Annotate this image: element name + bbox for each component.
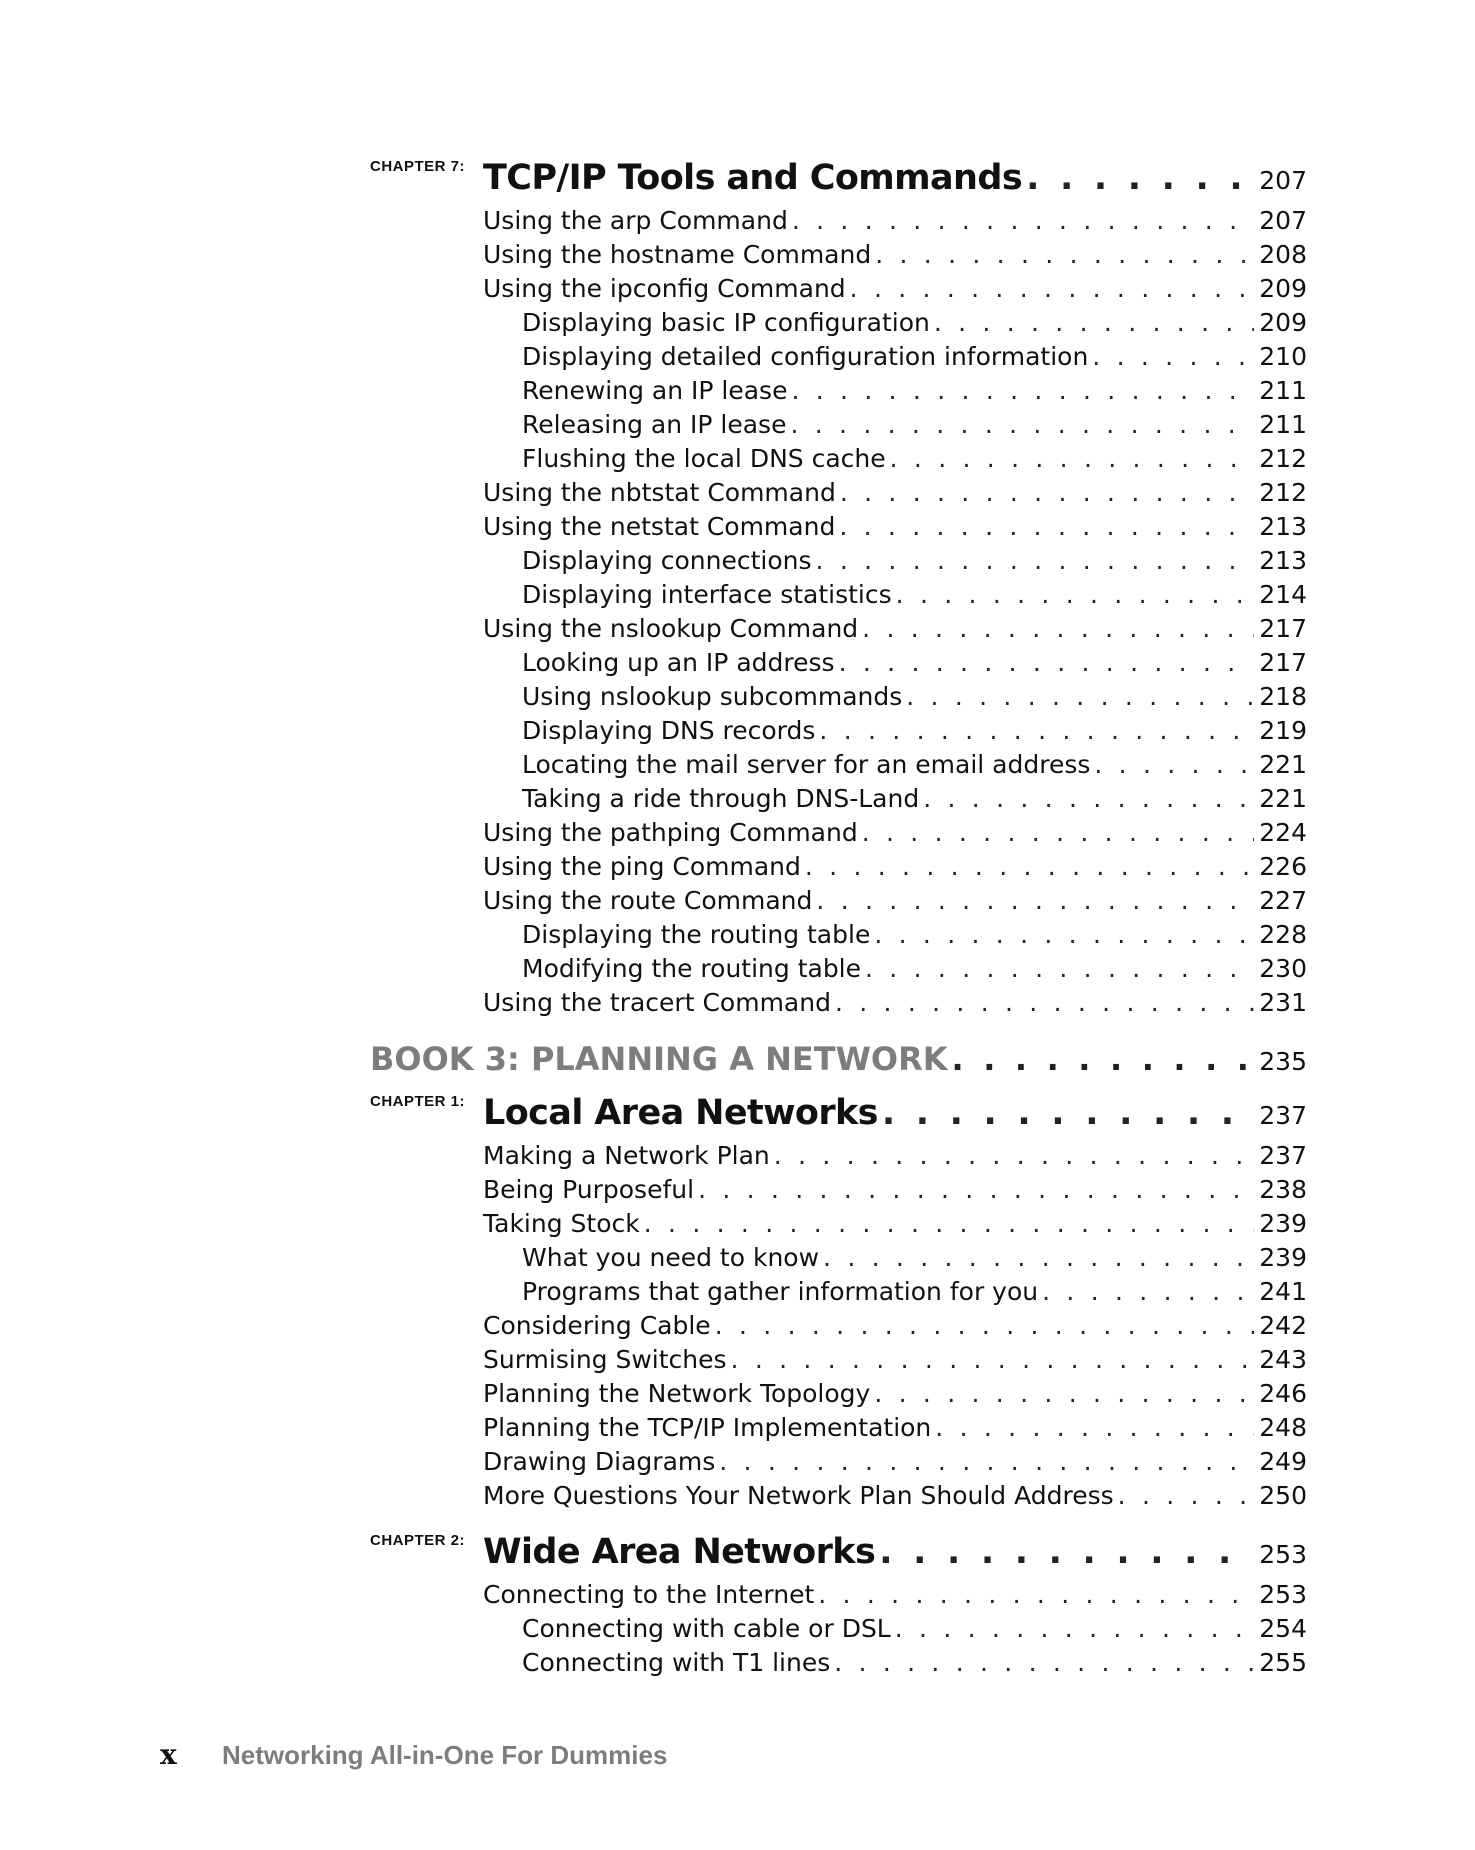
toc-entry[interactable] bbox=[0, 1580, 1475, 1614]
page-number: 246 bbox=[1259, 1379, 1307, 1408]
toc-entry[interactable] bbox=[0, 206, 1475, 240]
page-number: 239 bbox=[1259, 1209, 1307, 1238]
page-number: 219 bbox=[1259, 716, 1307, 745]
toc-subentry[interactable] bbox=[0, 784, 1475, 818]
entry-text: Using the netstat Command bbox=[483, 512, 836, 541]
entry-text: Being Purposeful bbox=[483, 1175, 695, 1204]
dot-leader bbox=[819, 716, 1254, 745]
dot-leader bbox=[882, 1093, 1254, 1133]
toc-entry[interactable] bbox=[0, 1413, 1475, 1447]
toc-entry[interactable] bbox=[0, 1447, 1475, 1481]
toc-subentry[interactable] bbox=[0, 410, 1475, 444]
chapter-title: Wide Area Networks bbox=[483, 1532, 876, 1572]
toc-entry[interactable] bbox=[0, 512, 1475, 546]
chapter-heading[interactable] bbox=[0, 158, 1475, 198]
chapter-heading[interactable] bbox=[0, 1093, 1475, 1133]
page-number: 213 bbox=[1259, 546, 1307, 575]
dot-leader bbox=[840, 478, 1254, 507]
entry-text: Displaying DNS records bbox=[522, 716, 816, 745]
dot-leader bbox=[1118, 1481, 1254, 1510]
dot-leader bbox=[818, 1580, 1254, 1609]
page-number: 221 bbox=[1259, 750, 1307, 779]
dot-leader bbox=[865, 954, 1254, 983]
page-number: 212 bbox=[1259, 444, 1307, 473]
footer-page-number: x bbox=[160, 1738, 177, 1771]
page-number: 226 bbox=[1259, 852, 1307, 881]
dot-leader bbox=[934, 308, 1254, 337]
page-number: 250 bbox=[1259, 1481, 1307, 1510]
dot-leader bbox=[874, 920, 1254, 949]
dot-leader bbox=[791, 376, 1254, 405]
dot-leader bbox=[1092, 342, 1254, 371]
dot-leader bbox=[792, 206, 1254, 235]
dot-leader bbox=[895, 1614, 1254, 1643]
page-number: 208 bbox=[1259, 240, 1307, 269]
entry-text: Using the ping Command bbox=[483, 852, 801, 881]
dot-leader bbox=[862, 614, 1254, 643]
entry-text: Flushing the local DNS cache bbox=[522, 444, 886, 473]
dot-leader bbox=[935, 1413, 1254, 1442]
chapter-title: TCP/IP Tools and Commands bbox=[483, 158, 1023, 198]
toc-subentry[interactable] bbox=[0, 682, 1475, 716]
dot-leader bbox=[805, 852, 1254, 881]
entry-text: Making a Network Plan bbox=[483, 1141, 770, 1170]
toc-subentry[interactable] bbox=[0, 444, 1475, 478]
page-number: 217 bbox=[1259, 614, 1307, 643]
entry-text: Programs that gather information for you bbox=[522, 1277, 1039, 1306]
dot-leader bbox=[774, 1141, 1254, 1170]
toc-subentry[interactable] bbox=[0, 546, 1475, 580]
page-number: 207 bbox=[1259, 166, 1307, 195]
dot-leader bbox=[1042, 1277, 1254, 1306]
page-number: 211 bbox=[1259, 410, 1307, 439]
page-number: 237 bbox=[1259, 1101, 1307, 1130]
page-number: 241 bbox=[1259, 1277, 1307, 1306]
entry-text: Displaying interface statistics bbox=[522, 580, 892, 609]
page-number: 253 bbox=[1259, 1580, 1307, 1609]
page-number: 242 bbox=[1259, 1311, 1307, 1340]
page-number: 237 bbox=[1259, 1141, 1307, 1170]
entry-text: Using the nslookup Command bbox=[483, 614, 859, 643]
page-number: 238 bbox=[1259, 1175, 1307, 1204]
toc-subentry[interactable] bbox=[0, 308, 1475, 342]
toc-entry[interactable] bbox=[0, 478, 1475, 512]
entry-text: Surmising Switches bbox=[483, 1345, 727, 1374]
page-number: 217 bbox=[1259, 648, 1307, 677]
book-heading[interactable] bbox=[0, 1040, 1475, 1078]
dot-leader bbox=[816, 886, 1254, 915]
page-number: 207 bbox=[1259, 206, 1307, 235]
toc-subentry[interactable] bbox=[0, 648, 1475, 682]
entry-text: Using the arp Command bbox=[483, 206, 788, 235]
toc-subentry[interactable] bbox=[0, 1648, 1475, 1682]
entry-text: Considering Cable bbox=[483, 1311, 711, 1340]
toc-entry[interactable] bbox=[0, 1141, 1475, 1175]
toc-entry[interactable] bbox=[0, 988, 1475, 1022]
page-number: 243 bbox=[1259, 1345, 1307, 1374]
dot-leader bbox=[719, 1447, 1254, 1476]
page-number: 211 bbox=[1259, 376, 1307, 405]
dot-leader bbox=[1094, 750, 1254, 779]
entry-text: Planning the Network Topology bbox=[483, 1379, 871, 1408]
toc-entry[interactable] bbox=[0, 818, 1475, 852]
page-number: 221 bbox=[1259, 784, 1307, 813]
dot-leader bbox=[698, 1175, 1254, 1204]
dot-leader bbox=[874, 1379, 1254, 1408]
entry-text: Renewing an IP lease bbox=[522, 376, 788, 405]
page-number: 209 bbox=[1259, 274, 1307, 303]
toc-entry[interactable] bbox=[0, 1345, 1475, 1379]
toc-entry[interactable] bbox=[0, 1481, 1475, 1515]
chapter-label: CHAPTER 2: bbox=[370, 1532, 466, 1549]
page-number: 212 bbox=[1259, 478, 1307, 507]
footer-book-title: Networking All-in-One For Dummies bbox=[222, 1740, 668, 1770]
entry-text: What you need to know bbox=[522, 1243, 820, 1272]
chapter-title: Local Area Networks bbox=[483, 1093, 878, 1133]
entry-text: Looking up an IP address bbox=[522, 648, 835, 677]
entry-text: Connecting with T1 lines bbox=[522, 1648, 831, 1677]
dot-leader bbox=[1026, 158, 1254, 198]
toc-entry[interactable] bbox=[0, 886, 1475, 920]
page-number: 213 bbox=[1259, 512, 1307, 541]
dot-leader bbox=[862, 818, 1254, 847]
dot-leader bbox=[644, 1209, 1254, 1238]
dot-leader bbox=[790, 410, 1254, 439]
entry-text: Using the tracert Command bbox=[483, 988, 831, 1017]
book-title: BOOK 3: PLANNING A NETWORK bbox=[370, 1040, 948, 1078]
entry-text: Planning the TCP/IP Implementation bbox=[483, 1413, 932, 1442]
dot-leader bbox=[906, 682, 1254, 711]
entry-text: Using the route Command bbox=[483, 886, 813, 915]
dot-leader bbox=[896, 580, 1254, 609]
dot-leader bbox=[952, 1040, 1254, 1078]
entry-text: Displaying the routing table bbox=[522, 920, 871, 949]
dot-leader bbox=[823, 1243, 1254, 1272]
dot-leader bbox=[875, 240, 1254, 269]
page-number: 210 bbox=[1259, 342, 1307, 371]
toc-entry[interactable] bbox=[0, 274, 1475, 308]
entry-text: Connecting with cable or DSL bbox=[522, 1614, 891, 1643]
toc-subentry[interactable] bbox=[0, 954, 1475, 988]
toc-entry[interactable] bbox=[0, 1311, 1475, 1345]
entry-text: Displaying detailed configuration information bbox=[522, 342, 1089, 371]
entry-text: Using the nbtstat Command bbox=[483, 478, 836, 507]
entry-text: Releasing an IP lease bbox=[522, 410, 787, 439]
toc-subentry[interactable] bbox=[0, 716, 1475, 750]
page-number: 230 bbox=[1259, 954, 1307, 983]
toc-entry[interactable] bbox=[0, 240, 1475, 274]
dot-leader bbox=[715, 1311, 1254, 1340]
dot-leader bbox=[850, 274, 1254, 303]
toc-entry[interactable] bbox=[0, 852, 1475, 886]
toc-subentry[interactable] bbox=[0, 376, 1475, 410]
dot-leader bbox=[839, 648, 1254, 677]
entry-text: More Questions Your Network Plan Should Address bbox=[483, 1481, 1114, 1510]
toc-subentry[interactable] bbox=[0, 1277, 1475, 1311]
entry-text: Taking a ride through DNS-Land bbox=[522, 784, 920, 813]
dot-leader bbox=[879, 1532, 1254, 1572]
toc-entry[interactable] bbox=[0, 1209, 1475, 1243]
entry-text: Using the hostname Command bbox=[483, 240, 872, 269]
page-number: 228 bbox=[1259, 920, 1307, 949]
entry-text: Displaying basic IP configuration bbox=[522, 308, 930, 337]
dot-leader bbox=[890, 444, 1254, 473]
dot-leader bbox=[839, 512, 1254, 541]
page-number: 235 bbox=[1259, 1047, 1307, 1076]
page-number: 209 bbox=[1259, 308, 1307, 337]
page-number: 227 bbox=[1259, 886, 1307, 915]
toc-subentry[interactable] bbox=[0, 1243, 1475, 1277]
page-number: 214 bbox=[1259, 580, 1307, 609]
page-number: 255 bbox=[1259, 1648, 1307, 1677]
dot-leader bbox=[834, 1648, 1254, 1677]
page-number: 253 bbox=[1259, 1540, 1307, 1569]
page-footer bbox=[160, 1738, 667, 1771]
toc-subentry[interactable] bbox=[0, 920, 1475, 954]
page-number: 231 bbox=[1259, 988, 1307, 1017]
chapter-label: CHAPTER 7: bbox=[370, 158, 466, 175]
entry-text: Displaying connections bbox=[522, 546, 812, 575]
toc-subentry[interactable] bbox=[0, 342, 1475, 376]
page-number: 218 bbox=[1259, 682, 1307, 711]
page-number: 248 bbox=[1259, 1413, 1307, 1442]
dot-leader bbox=[816, 546, 1254, 575]
entry-text: Modifying the routing table bbox=[522, 954, 862, 983]
dot-leader bbox=[835, 988, 1254, 1017]
page-number: 254 bbox=[1259, 1614, 1307, 1643]
entry-text: Using the pathping Command bbox=[483, 818, 858, 847]
page-number: 224 bbox=[1259, 818, 1307, 847]
chapter-label: CHAPTER 1: bbox=[370, 1093, 466, 1110]
toc-entry[interactable] bbox=[0, 1379, 1475, 1413]
entry-text: Using the ipconfig Command bbox=[483, 274, 846, 303]
page-number: 249 bbox=[1259, 1447, 1307, 1476]
toc-subentry[interactable] bbox=[0, 580, 1475, 614]
toc-entry[interactable] bbox=[0, 1175, 1475, 1209]
dot-leader bbox=[731, 1345, 1254, 1374]
entry-text: Locating the mail server for an email address bbox=[522, 750, 1091, 779]
entry-text: Taking Stock bbox=[483, 1209, 640, 1238]
entry-text: Connecting to the Internet bbox=[483, 1580, 815, 1609]
toc-subentry[interactable] bbox=[0, 1614, 1475, 1648]
toc-entry[interactable] bbox=[0, 614, 1475, 648]
dot-leader bbox=[923, 784, 1254, 813]
entry-text: Drawing Diagrams bbox=[483, 1447, 716, 1476]
toc-subentry[interactable] bbox=[0, 750, 1475, 784]
chapter-heading[interactable] bbox=[0, 1532, 1475, 1572]
entry-text: Using nslookup subcommands bbox=[522, 682, 903, 711]
page-number: 239 bbox=[1259, 1243, 1307, 1272]
